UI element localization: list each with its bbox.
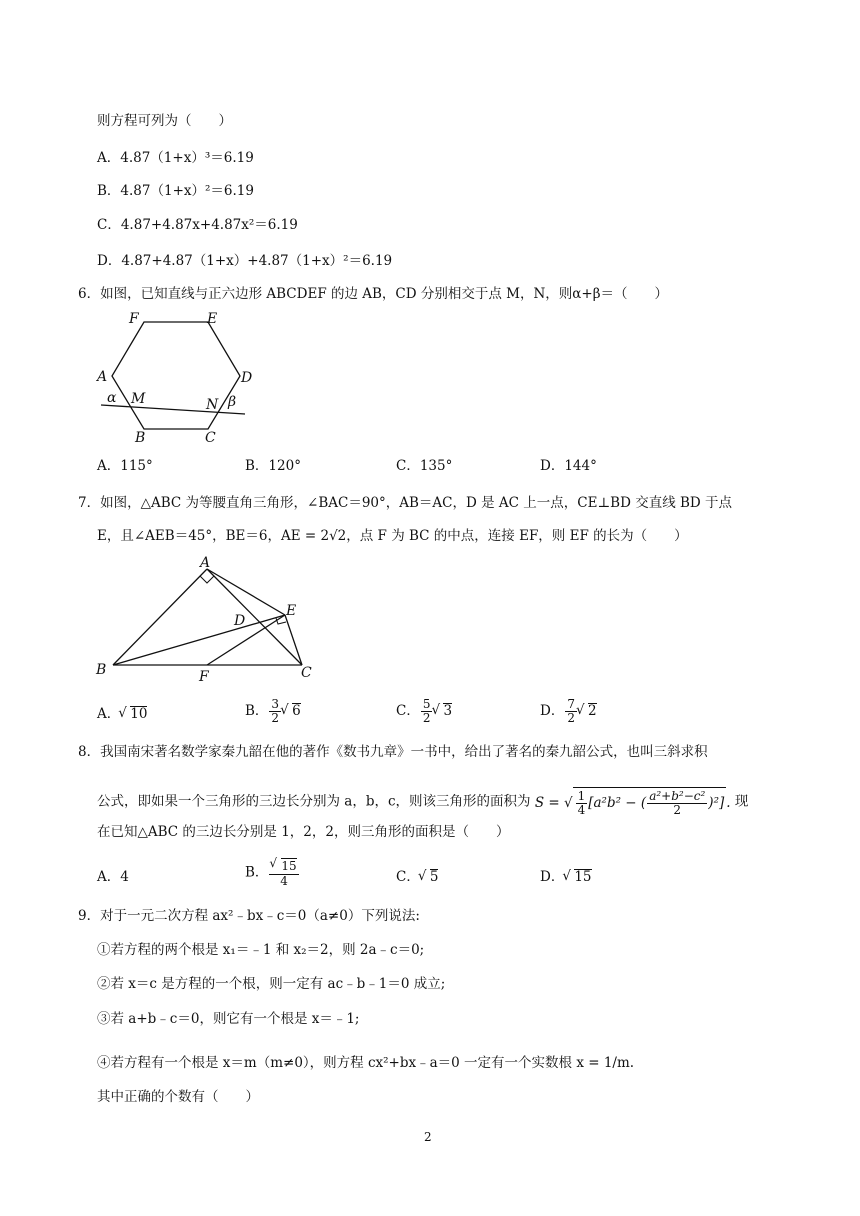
q5-option-b: B．4.87（1+x）²＝6.19 — [97, 183, 254, 199]
q8-option-a: A．4 — [97, 869, 129, 885]
q5-option-c: C．4.87+4.87x+4.87x²＝6.19 — [97, 217, 298, 233]
q5-option-a: A．4.87（1+x）³＝6.19 — [97, 150, 254, 166]
q8-stem-line3: 在已知△ABC 的三边长分别是 1，2，2，则三角形的面积是（ ） — [97, 824, 510, 840]
q9-stem: 9．对于一元二次方程 ax²﹣bx﹣c＝0（a≠0）下列说法: — [78, 908, 420, 924]
q9-item-3: ③若 a+b﹣c＝0，则它有一个根是 x＝﹣1; — [97, 1011, 360, 1027]
q8-option-d: D．√ 15 — [540, 868, 592, 886]
q8-stem-line2: 公式，即如果一个三角形的三边长分别为 a，b，c，则该三角形的面积为 S = √ $\frac{1}{4}$ [a²b² − ( $\frac{\text{a²+b²−c²}}{2}$ )²]. 现 — [97, 789, 749, 817]
q9-item-4: ④若方程有一个根是 x＝m（m≠0），则方程 cx²+bx﹣a＝0 一定有一个实数根 x = 1/m. — [97, 1055, 635, 1071]
label-alpha: α — [107, 390, 117, 406]
page-number: 2 — [424, 1130, 432, 1144]
label-D: D — [234, 613, 246, 629]
q6-option-b: B．120° — [245, 458, 301, 474]
label-D: D — [241, 370, 253, 386]
label-N: N — [206, 397, 219, 413]
label-E: E — [207, 311, 218, 327]
cutting-line — [101, 405, 245, 414]
label-E: E — [286, 603, 297, 619]
q7-option-a: A．√ 10 — [97, 705, 147, 723]
label-B: B — [135, 430, 146, 446]
label-F: F — [199, 669, 209, 685]
heron-formula: S = √ $\frac{1}{4}$ [a²b² − ( $\frac{\text{a²+b²−c²}}{2}$ )²]. — [534, 789, 731, 817]
label-A: A — [97, 369, 108, 385]
q6-hexagon-figure — [95, 308, 265, 448]
q8-stem-line1: 8．我国南宋著名数学家秦九韶在他的著作《数书九章》一书中，给出了著名的秦九韶公式，也叫三斜求积 — [78, 744, 708, 760]
q7-triangle-figure — [92, 555, 322, 685]
q7-stem-line1: 7．如图，△ABC 为等腰直角三角形，∠BAC＝90°，AB＝AC，D 是 AC 上一点，CE⊥BD 交直线 BD 于点 — [78, 495, 733, 511]
q5-stem: 则方程可列为（ ） — [97, 113, 232, 129]
q9-item-2: ②若 x＝c 是方程的一个根，则一定有 ac﹣b﹣1＝0 成立; — [97, 976, 446, 992]
q7-stem-line2: E，且∠AEB＝45°，BE＝6，AE = 2√2，点 F 为 BC 的中点，连接 EF，则 EF 的长为（ ） — [97, 528, 688, 544]
label-C: C — [205, 430, 216, 446]
label-A: A — [200, 555, 211, 571]
q6-option-a: A．115° — [97, 458, 153, 474]
label-C: C — [301, 665, 312, 681]
q6-option-c: C．135° — [396, 458, 453, 474]
q8-option-c: C．√ 5 — [396, 868, 438, 886]
label-M: M — [131, 391, 146, 407]
q6-stem: 6．如图，已知直线与正六边形 ABCDEF 的边 AB，CD 分别相交于点 M，N，则α+β＝（ ） — [78, 286, 669, 302]
q9-item-1: ①若方程的两个根是 x₁＝﹣1 和 x₂＝2，则 2a﹣c＝0; — [97, 942, 425, 958]
q7-option-b: B． $\frac{3}{2}$ √ 6 — [245, 698, 301, 725]
q5-option-d: D．4.87+4.87（1+x）+4.87（1+x）²＝6.19 — [97, 253, 393, 269]
q7-option-c: C． $\frac{5}{2}$ √ 3 — [396, 698, 452, 725]
q7-option-d: D． $\frac{7}{2}$ √ 2 — [540, 698, 597, 725]
label-F: F — [129, 311, 139, 327]
q9-closing: 其中正确的个数有（ ） — [97, 1089, 259, 1105]
label-B: B — [96, 662, 107, 678]
q6-option-d: D．144° — [540, 458, 597, 474]
q8-option-b: B． √ $\frac{15}{4}$ — [245, 858, 300, 888]
label-beta: β — [228, 394, 237, 410]
